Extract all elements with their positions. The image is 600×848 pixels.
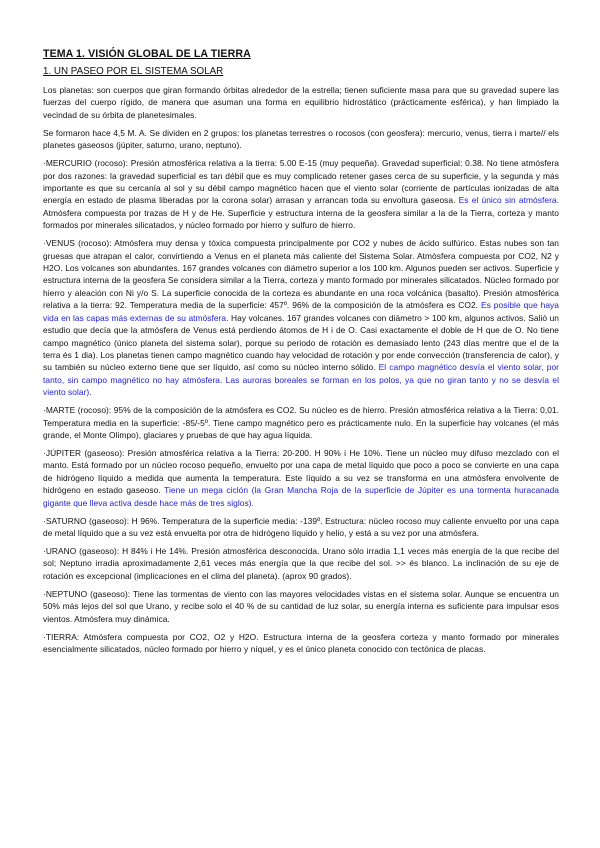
mercurio-highlight: Es el único sin atmósfera. (458, 195, 559, 206)
section-heading: 1. UN PASEO POR EL SISTEMA SOLAR (43, 66, 224, 77)
mercurio-text: ·MERCURIO (rocoso): Presión atmosférica relativa a la tierra: 5.00 E-15 (muy pequeña). Gravedad superficial: 0.38. No tiene atmósfera por dos razones: la gravedad superficial es tan débil que es muy complicado retener gases cerca de su superficie, y la segunda y más importante es que su cercanía al sol y su débil campo magnético hacen que el viento solar (corriente de partículas ionizadas de alta energía en estado de plasma liberadas por la corona solar) arrasan y arrancan toda su envoltura gaseosa. (43, 158, 559, 206)
mercurio-paragraph (43, 157, 559, 231)
document-page (43, 48, 559, 661)
jupiter-highlight: Tiene un mega ciclón (la Gran Mancha Roja de la superficie de Júpiter es una tormenta huracanada gigante que lleva activa desde hace más de tres siglos). (43, 485, 560, 508)
venus-highlight: Es posible que haya vida en las capas más externas de su atmósfera. (43, 300, 559, 323)
tierra-paragraph (43, 631, 559, 656)
saturno-paragraph (43, 515, 559, 540)
mercurio-text-2: Atmósfera compuesta por trazas de H y de He. Superficie y estructura interna de la geosfera similar a la de la Tierra, corteza y manto formados por minerales silicatados, y núcleo formado por hierro y sulfuro de hierro. (43, 207, 559, 231)
neptuno-paragraph (43, 588, 559, 625)
venus-text-2: Hay volcanes. 167 grandes volcanes con diámetro > 100 km, algunos activos. Salió un estudio que decía que la atmósfera de Venus está perdiendo átomos de H i de O. Casi exactamente el doble de H que de O. No tiene campo magnético (único planeta del sistema solar), porque su periodo de rotación es demasiado lento (243 días mentre que el de la terra és 1 dia). Los planetas tienen campo magnético cuando hay velocidad de rotación y por ende convección (transferencia de calor), y su también su núcleo externo tiene que ser líquido, así como su núcleo interno sólido. (43, 312, 560, 373)
intro-paragraph: Los planetas: son cuerpos que giran formando órbitas alrededor de la estrella; tienen suficiente masa para que su gravedad supere las fuerzas del cuerpo rígido, de manera que asuman una forma en equilibrio hidrostático (prácticamente esférica), y han limpiado la vecindad de su órbita de planetesimales. (43, 85, 559, 120)
formation-paragraph: Se formaron hace 4,5 M. A. Se dividen en 2 grupos: los planetas terrestres o rocosos (con geosfera): mercurio, venus, tierra i marte// els planetes gaseosos (júpiter, saturno, urano, neptuno). (43, 127, 559, 151)
document-title: TEMA 1. VISIÓN GLOBAL DE LA TIERRA (43, 48, 251, 60)
marte-paragraph (43, 404, 559, 441)
urano-paragraph (43, 545, 559, 582)
tierra-text: ·TIERRA: Atmósfera compuesta por CO2, O2 y H2O. Estructura interna de la geosfera corteza y manto formado por minerales esencialmente silicatados, núcleo formado por hierro y níquel, y es el único planeta conocido con tectónica de placas. (43, 631, 559, 654)
urano-text: ·URANO (gaseoso): H 84% i He 14%. Presión atmosférica desconocida. Urano sólo irradia 1,1 veces más energía de la que recibe del sol; Neptuno irradia aproximadamente 2,61 veces más energía que la que recibe del sol. >> és blanco. La inclinación de su eje de rotación es excepcional (implicaciones en el clima del planeta). (aprox 90 grados). (43, 545, 559, 581)
jupiter-paragraph (43, 447, 559, 509)
venus-highlight-2: El campo magnético desvía el viento solar, por tanto, sin campo magnético no hay atmósfera. Las auroras boreales se forman en los polos, ya que no giran tanto y no se desvía el viento solar). (43, 362, 559, 398)
saturno-text: ·SATURNO (gaseoso): H 96%. Temperatura de la superficie media: -139º. Estructura: núcleo rocoso muy caliente envuelto por una capa de metal líquido que a su vez está envuelta por otra de hidrógeno líquido y helio, y está a su vez por una atmósfera. (43, 515, 559, 538)
neptuno-text: ·NEPTUNO (gaseoso): Tiene las tormentas de viento con las mayores velocidades vistas en el sistema solar. Aunque se encuentra un 50% más lejos del sol que Urano, y recibe solo el 40 % de su cantidad de luz solar, su energía interna es suficiente para impulsar esos vientos. Atmósfera muy dinámica. (43, 588, 559, 624)
venus-text: ·VENUS (rocoso): Atmósfera muy densa y tóxica compuesta principalmente por CO2 y nubes de ácido sulfúrico. Estas nubes son tan gruesas que atrapan el calor, convirtiendo a Venus en el planeta más caliente del Sistema Solar. Atmósfera compuesta por CO2, N2 y H2O. Los volcanes son abundantes. 167 grandes volcanes con diámetro superior a los 100 km. Algunos pueden ser activos. Superficie y estructura interna de la geosfera Se considera similar a la Tierra, corteza y manto formado por minerales silicatados. Núcleo formado por hierro y aleación con Ni y/o S. La superficie conocida de la corteza es abundante en una roca volcánica (basalto). Presión atmosférica relativa a la tierra: 92. Temperatura media de la superficie: 457º. 96% de la composición de la atmósfera es CO2. (43, 238, 559, 311)
jupiter-text: ·JÚPITER (gaseoso): Presión atmosférica relativa a la Tierra: 20-200. H 90% i He 10%. Tiene un núcleo muy difuso mezclado con el manto. Está formado por un núcleo rocoso pequeño, envuelto por una capa de metal líquido que poco a poco se convierte en una capa de hidrógeno líquido a medida que aumenta la temperatura. Este líquido a su vez se transforma en una atmósfera envolvente de hidrógeno en estado gaseoso. (43, 447, 559, 496)
marte-text: ·MARTE (rocoso): 95% de la composición de la atmósfera es CO2. Su núcleo es de hierro. Presión atmosférica relativa a la Tierra: 0,01. Temperatura media en la superficie: -85/-5º. Tiene campo magnético pero es prácticamente nulo. En la superficie hay volcanes (el más grande, el Monte Olimpo), glaciares y pruebas de que hay agua líquida. (43, 405, 559, 440)
venus-paragraph (43, 237, 559, 398)
